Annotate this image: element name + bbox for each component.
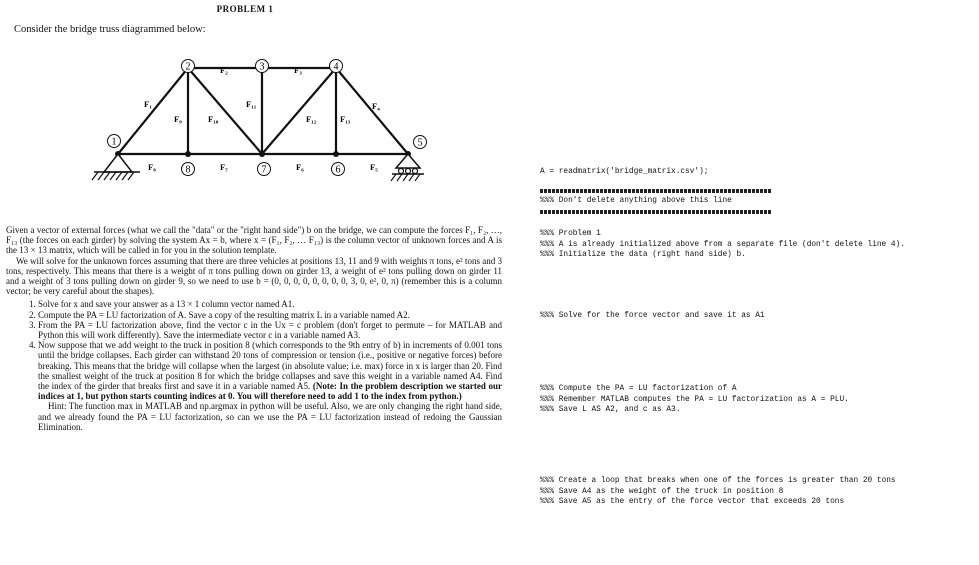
task-item-1: 1. Solve for x and save your answer as a 13 × 1 column vector named A1. xyxy=(38,299,502,309)
hint-text: Hint: The function max in MATLAB and np.argmax in python will be useful. Also, we are only changing the right hand side, and we already found the PA = LU factorization, so can we use the PA = LU factorization instead of redoing the Gaussian Elimination. xyxy=(38,401,502,432)
problem-title: PROBLEM 1 xyxy=(216,4,274,14)
code-comment-loop: %%% Create a loop that breaks when one of the forces is greater than 20 tons %%% Save A4 as the weight of the truck in position 8 %%% Save A5 as the entry of the force vector that exceeds 20 tons xyxy=(540,477,896,506)
left-support xyxy=(92,154,140,180)
paragraph-vehicles: We will solve for the unknown forces assuming that there are three vehicles at positions 13, 11 and 9 with weights π tons, e² tons and 3 tons, respectively. This means that there is a weight of π tons pulling down on girder 13, a weight of e² tons pulling down on girder 11 and a weight of 3 tons pulling down on girder 9, so we need to use b = (0, 0, 0, 0, 0, 0, 0, 0, 3, 0, e², 0, π) (remember this is a column vector; be very careful about the shapes). xyxy=(6,255,502,297)
comment-bar-bottom xyxy=(540,210,772,214)
comment-bar-top xyxy=(540,189,772,193)
force-label-f6: F₆ xyxy=(296,162,304,172)
girder-f1 xyxy=(118,68,188,154)
code-comment-solve: %%% Solve for the force vector and save it as A1 xyxy=(540,312,765,320)
force-label-f1: F₁ xyxy=(144,99,152,109)
joint-dot xyxy=(185,151,191,157)
girder-f10 xyxy=(188,68,262,154)
code-comment-lu: %%% Compute the PA = LU factorization of A %%% Remember MATLAB computes the PA = LU factorization as A = PLU. %%% Save L AS A2, and c as A3. xyxy=(540,385,849,414)
code-readmatrix: A = readmatrix('bridge_matrix.csv'); xyxy=(540,168,709,176)
force-label-f12: F₁₂ xyxy=(306,114,317,124)
code-dont-delete: %%% Don't delete anything above this line xyxy=(540,197,732,205)
node-label-2: 2 xyxy=(185,61,191,73)
force-label-f7: F₇ xyxy=(220,162,228,172)
right-support xyxy=(391,154,424,181)
joint-dot xyxy=(333,151,339,157)
force-label-f10: F₁₀ xyxy=(208,114,219,124)
force-label-f13: F₁₃ xyxy=(340,114,351,124)
force-label-f5: F₅ xyxy=(370,162,378,172)
node-label-5: 5 xyxy=(417,137,423,149)
node-label-8: 8 xyxy=(185,164,191,176)
force-label-f8: F₈ xyxy=(148,162,156,172)
index-note: (Note: In the problem description we started our indices at 1, but python starts counting indices at 0. You will therefore need to add 1 to the index from python.) xyxy=(38,381,502,402)
task-item-4-text: Now suppose that we add weight to the truck in position 8 (which corresponds to the 9th entry of b) in increments of 0.001 tons until the bridge collapses. Each girder can withstand 20 tons of compression or tension (i.e., positive or negative forces) before breaking. This means that the bridge will collapse when the largest (in absolute value; i.e. max) force in x is larger than 20. Find the smallest weight of the truck at position 8 for which the bridge collapses and save this weight in a variable named A4. Find the index of the girder that breaks first and save it in a variable named A5. xyxy=(38,340,502,392)
intro-text: Consider the bridge truss diagrammed below: xyxy=(14,24,206,35)
task-item-3: 3. From the PA = LU factorization above, find the vector c in the Ux = c problem (don't forget to permute – for MATLAB and Python this will work differently). Save the intermediate vector c in a variable named A3. xyxy=(38,320,502,340)
force-label-f4: F₄ xyxy=(372,101,380,111)
force-label-f11: F₁₁ xyxy=(246,99,257,109)
bridge-truss-diagram xyxy=(70,50,440,208)
force-label-f9: F₉ xyxy=(174,114,182,124)
node-label-7: 7 xyxy=(261,164,267,176)
force-label-f3: F₃ xyxy=(294,65,302,75)
node-label-1: 1 xyxy=(111,136,117,148)
problem-text xyxy=(6,225,502,432)
node-label-4: 4 xyxy=(333,61,339,73)
task-item-2: 2. Compute the PA = LU factorization of A. Save a copy of the resulting matrix L in a variable named A2. xyxy=(38,310,502,320)
force-label-f2: F₂ xyxy=(220,65,228,75)
truss-girders xyxy=(118,68,408,154)
code-comment-problem1: %%% Problem 1 %%% A is already initialized above from a separate file (don't delete line 4). %%% Initialize the data (right hand side) b. xyxy=(540,230,905,259)
joint-dot xyxy=(259,151,265,157)
paragraph-system: Given a vector of external forces (what we call the "data" or the "right hand side") b on the bridge, we can compute the forces F₁, F₂, …, F₁₃ (the forces on each girder) by solving the system Ax = b, where x = (F₁, F₂, … F₁₃) is the column vector of unknown forces and A is the 13 × 13 matrix, which will be called in for you in the solution template. xyxy=(6,225,502,256)
node-label-3: 3 xyxy=(259,61,265,73)
girder-f4 xyxy=(336,68,408,154)
task-list xyxy=(6,299,502,432)
girder-f12 xyxy=(262,68,336,154)
task-item-4 xyxy=(38,340,502,432)
node-label-6: 6 xyxy=(335,164,341,176)
